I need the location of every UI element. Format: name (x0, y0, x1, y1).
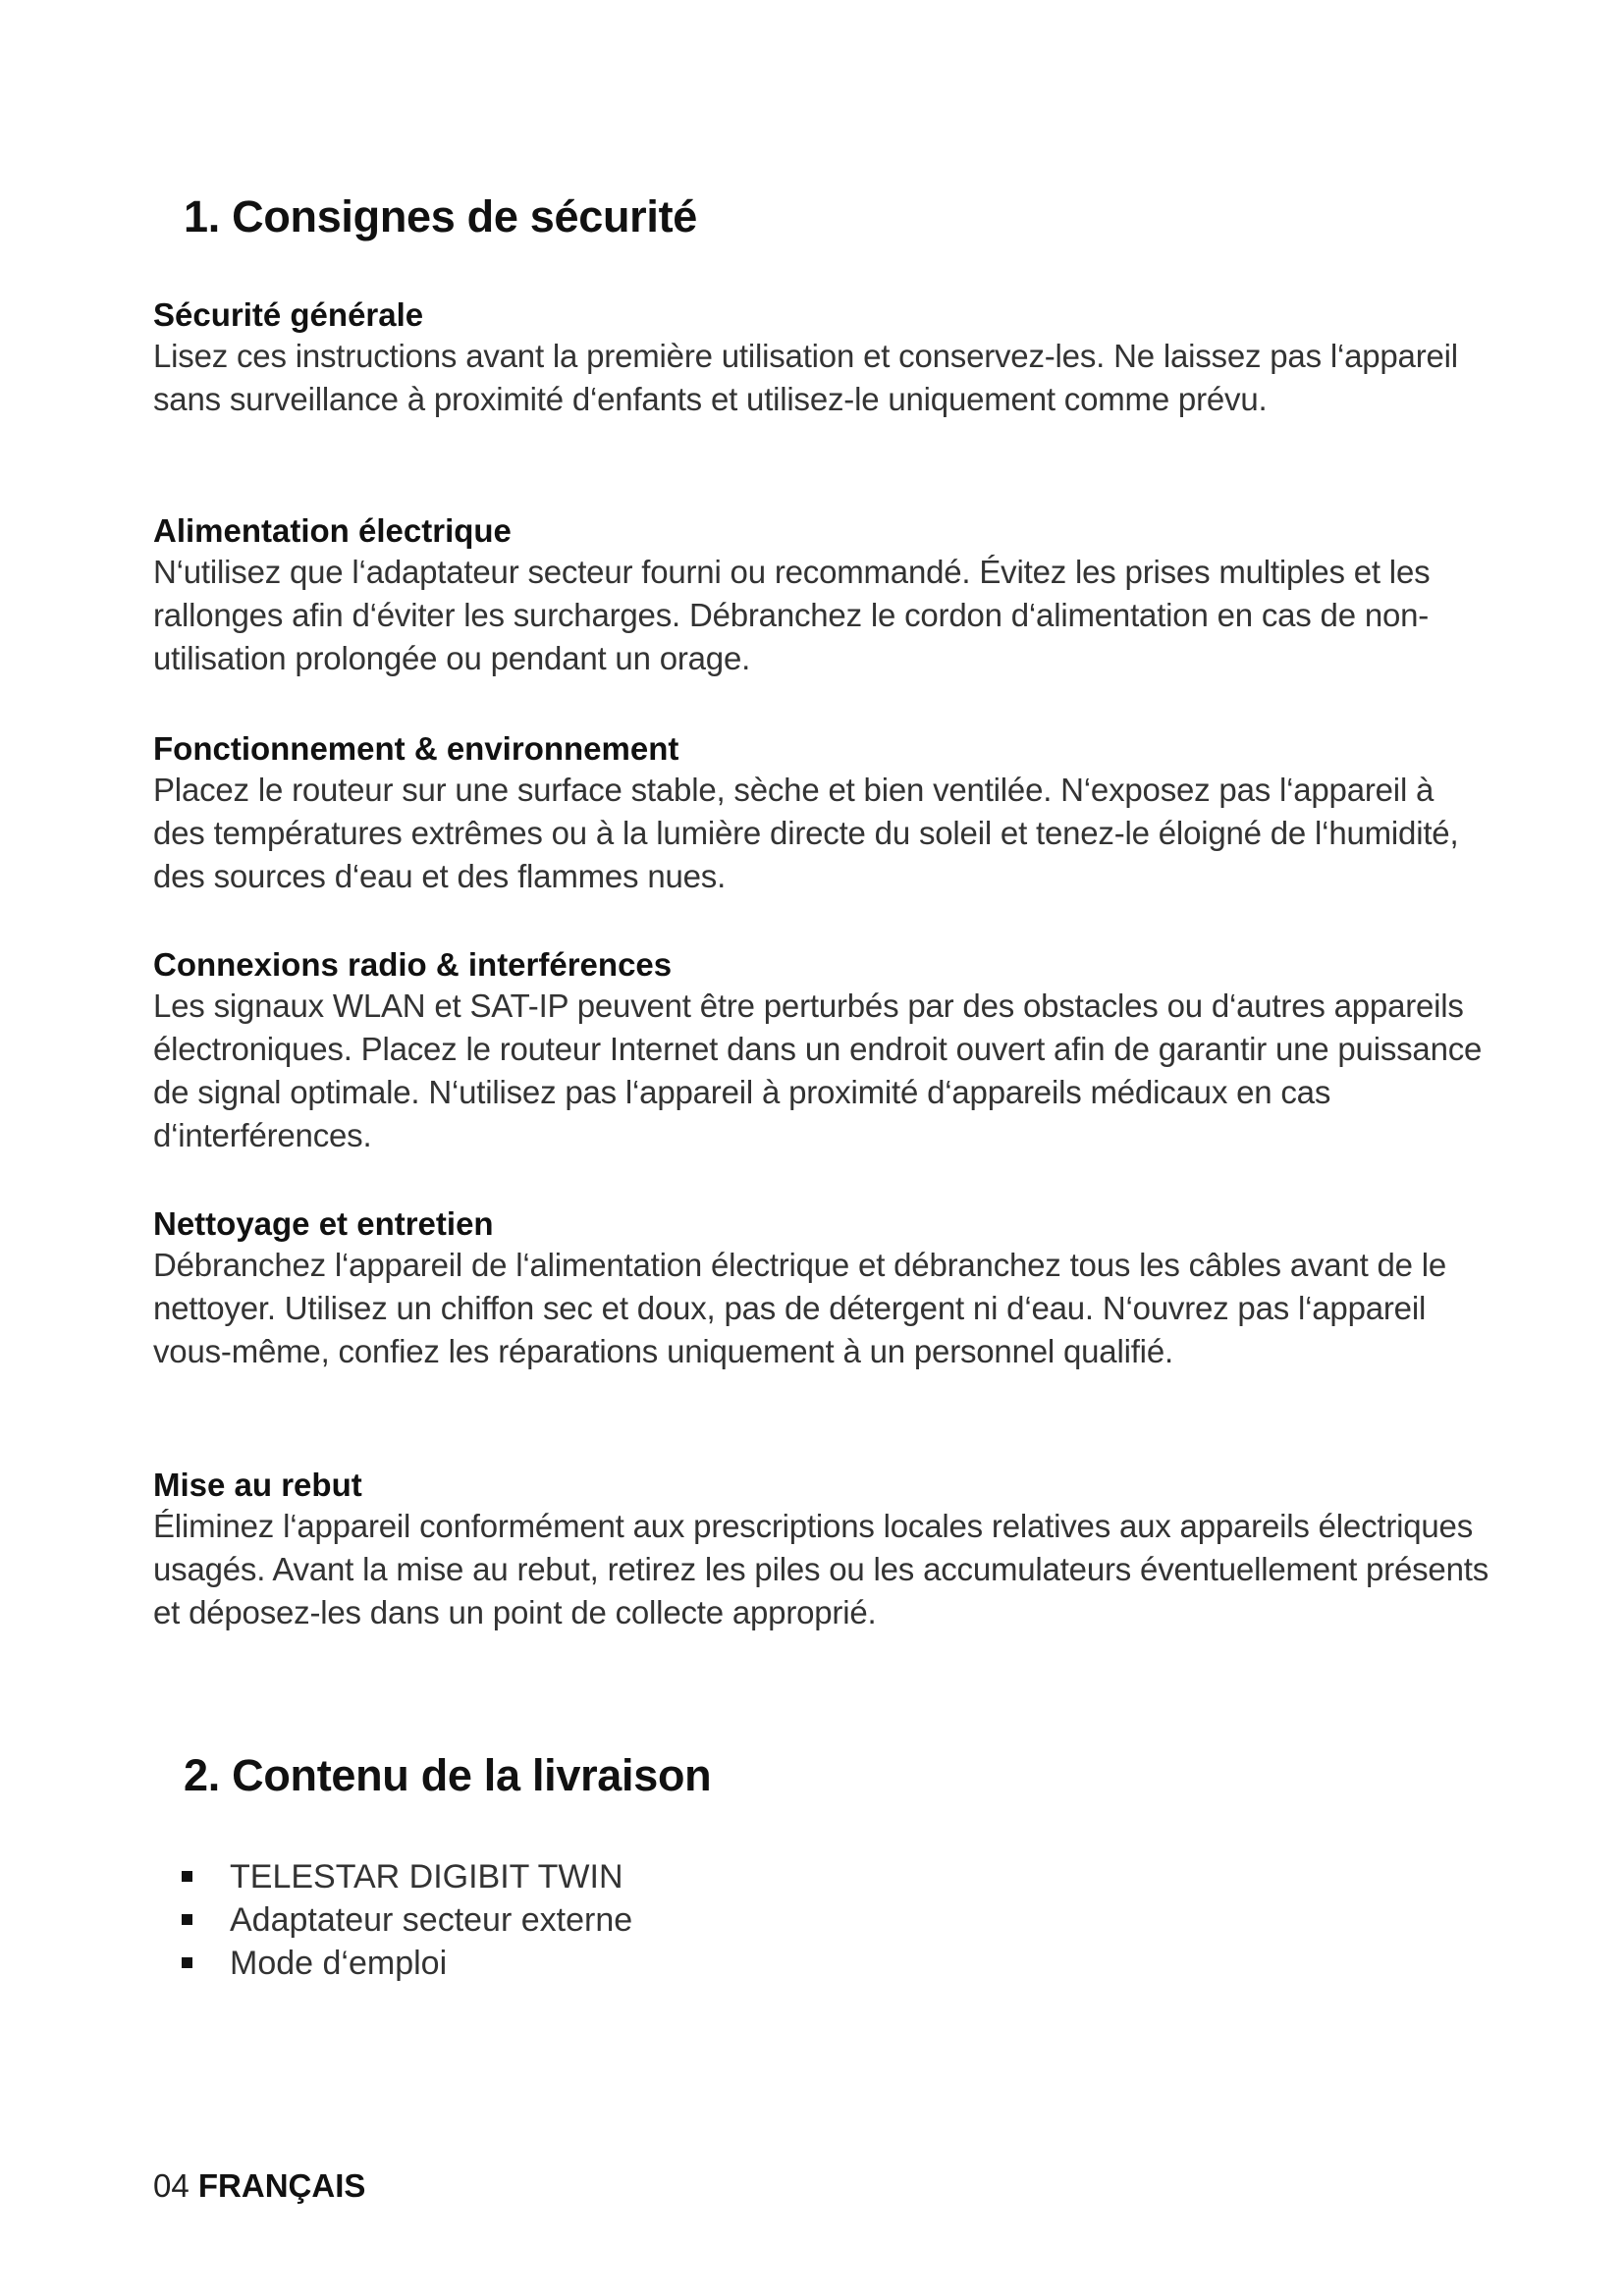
subsection-text: Les signaux WLAN et SAT-IP peuvent être perturbés par des obstacles ou d‘autres appareils électroniques. Placez le routeur Internet dans un endroit ouvert afin de garantir une puissance de signal optimale. N‘utilisez pas l‘appareil à proximité d‘appareils médicaux en cas d‘interférences. (153, 988, 1483, 1153)
subsection-text: Lisez ces instructions avant la première utilisation et conservez-les. Ne laissez pas l‘appareil sans surveillance à proximité d‘enfants et utilisez-le uniquement comme prévu. (153, 338, 1458, 417)
subsection-text: Éliminez l‘appareil conformément aux prescriptions locales relatives aux appareils électriques usagés. Avant la mise au rebut, retirez les piles ou les accumulateurs éventuellement présents et déposez-les dans un point de collecte approprié. (153, 1508, 1489, 1630)
list-item (177, 1855, 632, 1898)
subsection-title: Connexions radio & interférences (153, 946, 673, 983)
square-bullet-icon (182, 1914, 192, 1925)
subsection-title: Alimentation électrique (153, 512, 512, 549)
square-bullet-icon (182, 1957, 192, 1968)
subsection-operation-environment (153, 729, 1489, 898)
subsection-text: Débranchez l‘appareil de l‘alimentation électrique et débranchez tous les câbles avant de le nettoyer. Utilisez un chiffon sec et doux, pas de détergent ni d‘eau. N‘ouvrez pas l‘appareil vous-même, confiez les réparations uniquement à un personnel qualifié. (153, 1247, 1447, 1369)
footer-language: FRANÇAIS (197, 2167, 366, 2204)
subsection-radio-interference (153, 945, 1489, 1157)
list-item-label: TELESTAR DIGIBIT TWIN (230, 1858, 623, 1896)
page-number: 04 (153, 2167, 189, 2204)
subsection-disposal (153, 1466, 1489, 1634)
subsection-text: N‘utilisez que l‘adaptateur secteur fourni ou recommandé. Évitez les prises multiples et les rallonges afin d‘éviter les surcharges. Débranchez le cordon d‘alimentation en cas de non-utilisation prolongée ou pendant un orage. (153, 554, 1431, 676)
subsection-title: Mise au rebut (153, 1467, 362, 1503)
subsection-title: Sécurité générale (153, 296, 424, 333)
subsection-general-safety (153, 295, 1489, 421)
section-heading-safety: 1. Consignes de sécurité (184, 191, 697, 241)
list-item (177, 1942, 632, 1985)
list-item-label: Adaptateur secteur externe (230, 1901, 633, 1939)
subsection-power-supply (153, 511, 1489, 680)
page-footer (153, 2166, 365, 2206)
delivery-contents-list (177, 1855, 632, 1985)
subsection-text: Placez le routeur sur une surface stable, sèche et bien ventilée. N‘exposez pas l‘appareil à des températures extrêmes ou à la lumière directe du soleil et tenez-le éloigné de l‘humidité, des sources d‘eau et des flammes nues. (153, 772, 1459, 894)
subsection-title: Fonctionnement & environnement (153, 730, 679, 767)
list-item-label: Mode d‘emploi (230, 1945, 448, 1982)
square-bullet-icon (182, 1871, 192, 1882)
subsection-title: Nettoyage et entretien (153, 1205, 494, 1242)
subsection-cleaning-maintenance (153, 1204, 1489, 1373)
list-item (177, 1898, 632, 1942)
section-heading-delivery: 2. Contenu de la livraison (184, 1750, 712, 1800)
